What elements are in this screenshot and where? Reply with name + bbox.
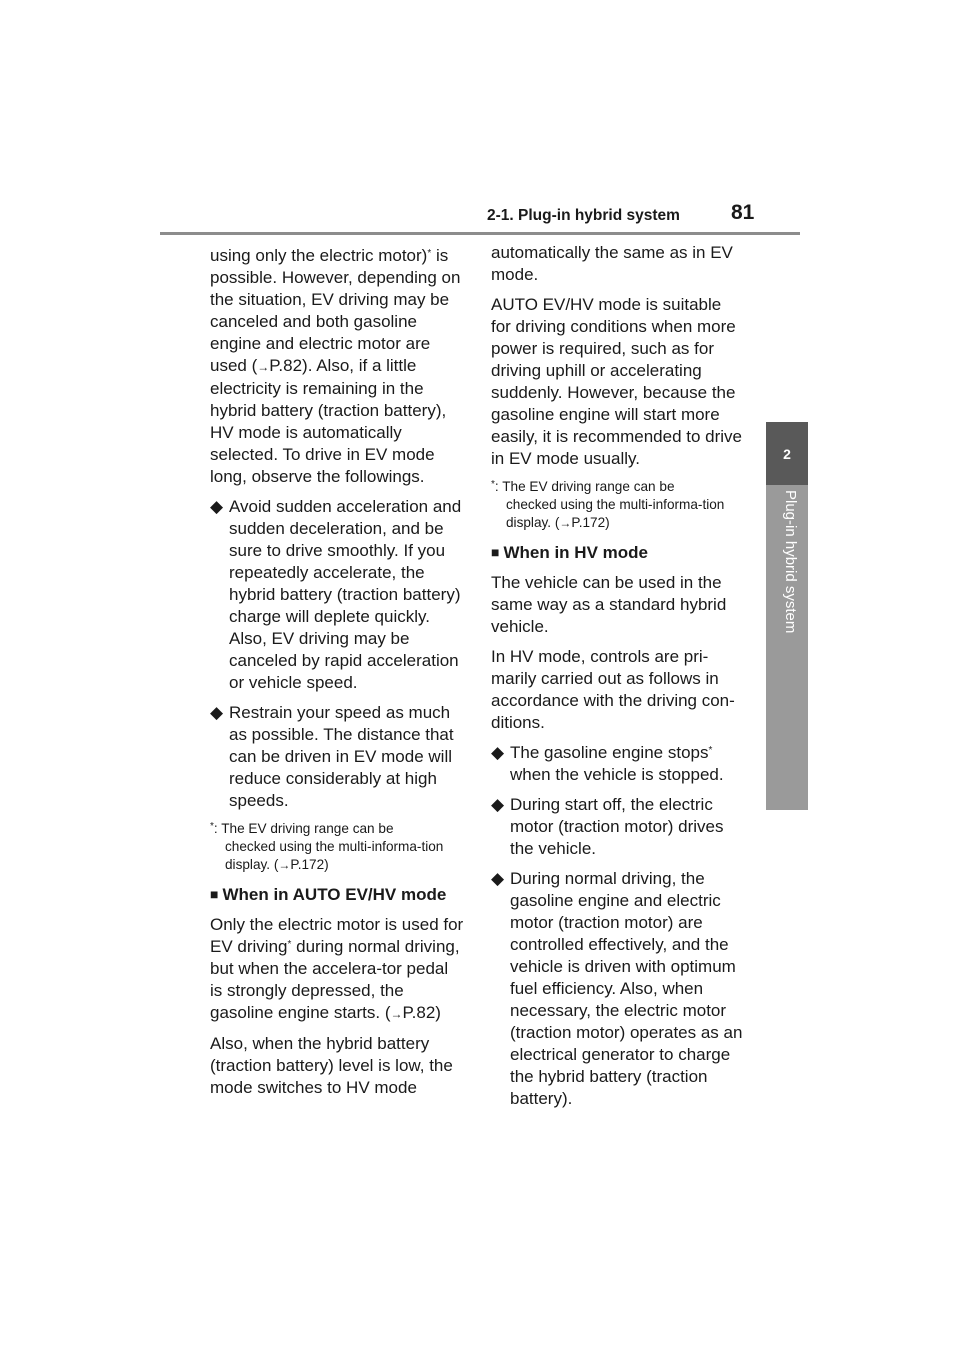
footnote-marker: * — [427, 248, 432, 259]
square-bullet-icon: ■ — [491, 544, 500, 560]
footnote-text: P.172) — [290, 857, 329, 872]
text-run: Only the electric motor is used for EV driving — [210, 915, 464, 956]
diamond-bullet-icon: ◆ — [491, 743, 505, 762]
list-item-text: when the vehicle is stopped. — [510, 765, 724, 784]
list-item — [210, 702, 464, 812]
header-rule — [160, 232, 800, 235]
paragraph: In HV mode, controls are pri-marily carried out as follows in accordance with the driving con-ditions. — [491, 647, 735, 732]
diamond-bullet-icon: ◆ — [210, 497, 224, 516]
heading-text: When in AUTO EV/HV mode — [222, 885, 447, 904]
diamond-bullet-icon: ◆ — [491, 869, 505, 888]
list-item — [210, 496, 464, 694]
chapter-number: 2 — [783, 446, 791, 462]
footnote-text: P.172) — [571, 515, 610, 530]
text-run: P.82). Also, if a little electricity is remaining in the hybrid battery (traction battery), HV mode is automatically selected. To drive in EV mode long, observe the followings. — [210, 356, 447, 486]
list-item — [491, 794, 745, 860]
list-item-text: Avoid sudden acceleration and sudden deceleration, and be sure to drive smoothly. If you repeatedly accelerate, the hybrid battery (traction battery) charge will deplete quickly. Also, EV driving may be canceled by rapid acceleration or vehicle speed. — [229, 497, 462, 692]
left-column — [210, 245, 464, 1107]
chapter-label: Plug-in hybrid system — [782, 490, 799, 634]
list-item-text: During start off, the electric motor (traction motor) drives the vehicle. — [510, 795, 724, 858]
paragraph — [210, 914, 464, 1025]
heading-text: When in HV mode — [503, 543, 648, 562]
square-bullet-icon: ■ — [210, 886, 219, 902]
section-title: 2-1. Plug-in hybrid system — [487, 207, 680, 224]
subsection-heading — [210, 884, 464, 906]
chapter-label-container — [777, 490, 801, 650]
right-column — [491, 242, 745, 1118]
footnote — [210, 820, 464, 874]
footnote — [491, 478, 745, 532]
reference-arrow-icon: → — [390, 1007, 403, 1021]
list-item-text: During normal driving, the gasoline engine and electric motor (traction motor) are controlled effectively, and the vehicle is driven with optimum fuel efficiency. Also, when necessary, the electric motor (traction motor) operates as an electrical generator to charge the hybrid battery (traction battery). — [510, 869, 743, 1108]
paragraph: AUTO EV/HV mode is suitable for driving conditions when more power is required, such as for driving uphill or accelerating suddenly. However, because the gasoline engine will start more easily, it is recommended to drive in EV mode usually. — [491, 295, 743, 468]
paragraph: The vehicle can be used in the same way as a standard hybrid vehicle. — [491, 573, 727, 636]
text-run: using only the electric motor) — [210, 246, 428, 265]
footnote-text: : The EV driving range can be — [494, 479, 675, 494]
text-run: is possible. However, depending on the situation, EV driving may be canceled and both gasoline engine and electric motor are used ( — [210, 246, 461, 375]
list-item — [491, 742, 745, 786]
footnote-text: checked using the multi-informa-tion display. ( — [225, 839, 444, 872]
footnote-marker: * — [287, 939, 292, 950]
paragraph: automatically the same as in EV mode. — [491, 243, 733, 284]
footnote-text: : The EV driving range can be — [213, 821, 394, 836]
reference-arrow-icon: → — [559, 516, 572, 530]
reference-arrow-icon: → — [257, 360, 270, 374]
paragraph: Also, when the hybrid battery (traction battery) level is low, the mode switches to HV mode — [210, 1034, 453, 1097]
text-run: P.82) — [402, 1003, 441, 1022]
footnote-marker: * — [708, 745, 713, 756]
paragraph — [210, 245, 464, 488]
list-item — [491, 868, 745, 1110]
text-run: during normal driving, but when the accelera-tor pedal is strongly depressed, the gasoline engine starts. ( — [210, 937, 460, 1022]
list-item-text: The gasoline engine stops — [510, 743, 709, 762]
page-number: 81 — [731, 201, 755, 224]
footnote-marker: * — [210, 821, 214, 832]
diamond-bullet-icon: ◆ — [491, 795, 505, 814]
reference-arrow-icon: → — [278, 858, 291, 872]
subsection-heading — [491, 542, 745, 564]
footnote-text: checked using the multi-informa-tion display. ( — [506, 497, 725, 530]
list-item-text: Restrain your speed as much as possible. The distance that can be driven in EV mode will reduce considerably at high speeds. — [229, 703, 454, 810]
footnote-marker: * — [491, 479, 495, 490]
diamond-bullet-icon: ◆ — [210, 703, 224, 722]
